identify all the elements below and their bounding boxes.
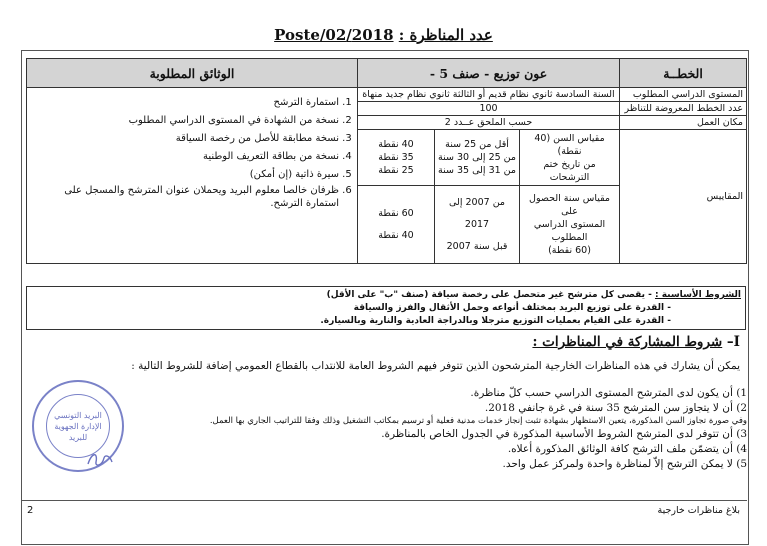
section-intro: يمكن أن يشارك في هذه المناظرات الخارجية المترشحون الذين تتوفر فيهم الشروط العامة للانتداب بالقطاع العمومي إضافة للشروط التالية : bbox=[131, 360, 740, 372]
competition-number: 2018/Poste/02 bbox=[274, 26, 394, 44]
age-range: من 25 إلى 30 سنة bbox=[438, 152, 516, 163]
list-item: 5) لا يمكن الترشح إلاّ لمناظرة واحدة ولمركز عمل واحد. bbox=[502, 458, 747, 470]
basic-condition: - القدرة على توزيع البريد بمختلف أنواعه وحمل الأثقال والفرز والسياقة bbox=[353, 303, 671, 313]
row-value-level: السنة السادسة ثانوي نظام قديم أو الثالثة ثانوي نظام جديد منهاة bbox=[358, 88, 620, 102]
row-label-posts: عدد الخطط المعروضة للتناظر bbox=[620, 102, 747, 116]
age-criterion-line: من تاريخ ختم الترشحات bbox=[543, 158, 596, 183]
age-ranges bbox=[435, 130, 520, 186]
criteria-label: المقاييس bbox=[620, 130, 747, 264]
doc-item: 3. نسخة مطابقة للأصل من رخصة السياقة bbox=[31, 130, 339, 148]
section-number: I– bbox=[726, 334, 740, 350]
section-heading bbox=[532, 334, 740, 350]
required-docs-cell bbox=[27, 88, 358, 264]
basic-conditions-line bbox=[31, 289, 741, 302]
row-label-level: المستوى الدراسي المطلوب bbox=[620, 88, 747, 102]
page-title bbox=[0, 26, 767, 44]
doc-item: 1. استمارة الترشح bbox=[31, 94, 339, 112]
basic-condition: - القدرة على القيام بعمليات التوزيع مترجلا وبالدراجة العادية والنارية وبالسيارة. bbox=[320, 316, 671, 326]
age-point: 25 نقطة bbox=[378, 165, 414, 176]
age-criterion bbox=[520, 130, 620, 186]
doc-item: 2. نسخة من الشهادة في المستوى الدراسي المطلوب bbox=[31, 112, 339, 130]
basic-condition: - يقصى كل مترشح غير متحصل على رخصة سياقة (صنف "ب" على الأقل) bbox=[326, 290, 652, 300]
doc-item: 5. سيرة ذاتية (إن أمكن) bbox=[31, 166, 339, 184]
degree-ranges bbox=[435, 186, 520, 264]
degree-range: من 2007 إلى 2017 bbox=[449, 196, 506, 230]
degree-range: قبل سنة 2007 bbox=[446, 240, 508, 252]
age-points bbox=[358, 130, 435, 186]
footer-divider bbox=[21, 500, 747, 501]
stamp-outer-text: البريد التونسي bbox=[54, 410, 102, 420]
basic-conditions-label: الشروط الأساسية : bbox=[654, 290, 741, 300]
list-item: 3) أن تتوفر لدى المترشح الشروط الأساسية المذكورة في الجدول الخاص بالمناظرة. bbox=[381, 428, 747, 440]
degree-criterion-line: المستوى الدراسي المطلوب bbox=[533, 219, 606, 243]
row-value-workplace: حسب الملحق عــدد 2 bbox=[358, 116, 620, 130]
age-range: أقل من 25 سنة bbox=[445, 139, 509, 150]
degree-point: 40 نقطة bbox=[378, 229, 414, 241]
degree-criterion-line: مقياس سنة الحصول على bbox=[529, 193, 610, 217]
header-grade: عون توزيع - صنف 5 - bbox=[358, 59, 620, 88]
table-row bbox=[27, 88, 747, 102]
stamp-inner-text: الإدارة الجهوية للبريد bbox=[54, 421, 102, 442]
signature-icon bbox=[86, 448, 116, 470]
row-label-workplace: مكان العمل bbox=[620, 116, 747, 130]
section-title: شروط المشاركة في المناظرات : bbox=[532, 334, 723, 350]
list-item: 1) أن يكون لدى المترشح المستوى الدراسي حسب كلّ مناظرة. bbox=[470, 387, 747, 399]
degree-criterion-line: (60 نقطة) bbox=[548, 245, 591, 256]
basic-conditions-box bbox=[26, 286, 746, 330]
list-item: 2) أن لا يتجاوز سن المترشح 35 سنة في غرة جانفي 2018. bbox=[484, 402, 747, 414]
competition-number-label: عدد المناظرة : bbox=[398, 26, 493, 44]
competition-table bbox=[26, 58, 747, 264]
age-point: 40 نقطة bbox=[378, 139, 414, 150]
age-point: 35 نقطة bbox=[378, 152, 414, 163]
degree-point: 60 نقطة bbox=[378, 207, 414, 219]
row-value-posts: 100 bbox=[358, 102, 620, 116]
list-item: 4) أن يتضمّن ملف الترشح كافة الوثائق المذكورة أعلاه. bbox=[507, 443, 747, 455]
table-header-row bbox=[27, 59, 747, 88]
header-docs: الوثائق المطلوبة bbox=[27, 59, 358, 88]
footer-label: بلاغ مناظرات خارجية bbox=[657, 505, 740, 516]
degree-points bbox=[358, 186, 435, 264]
age-exception-note: وفي صورة تجاوز السن المذكورة، يتعين الاستظهار بشهادة تثبت إنجاز خدمات مدنية فعلية أو ترسيم بمكاتب التشغيل وذلك وفقا للتراتيب الجاري بها العمل. bbox=[209, 416, 747, 426]
doc-item: 6. ظرفان خالصا معلوم البريد ويحملان عنوان المترشح والمسجل على استمارة الترشح. bbox=[31, 184, 339, 210]
age-criterion-line: مقياس السن (40 نقطة) bbox=[534, 132, 605, 157]
doc-item: 4. نسخة من بطاقة التعريف الوطنية bbox=[31, 148, 339, 166]
participation-conditions bbox=[147, 386, 747, 472]
degree-criterion bbox=[520, 186, 620, 264]
header-plan: الخطــة bbox=[620, 59, 747, 88]
page-number: 2 bbox=[27, 505, 34, 516]
age-range: من 31 إلى 35 سنة bbox=[438, 165, 516, 176]
